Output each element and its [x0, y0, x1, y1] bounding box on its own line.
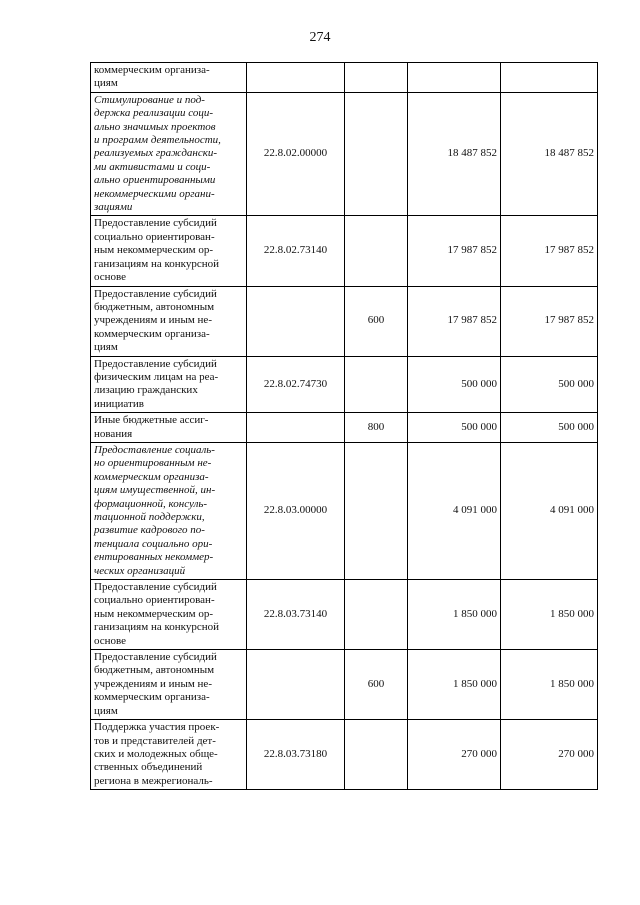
row-amount-2: 17 987 852: [501, 286, 598, 356]
row-expense-type: [345, 216, 408, 286]
table-row: [91, 413, 598, 443]
table-row: [91, 63, 598, 93]
table-row: [91, 650, 598, 720]
row-description: Предоставление субсидий социально ориентирован- ным некоммерческим ор- ганизациям на конкурсной основе: [91, 580, 247, 650]
row-amount-2: 1 850 000: [501, 580, 598, 650]
row-expense-type: [345, 92, 408, 216]
table-row: [91, 92, 598, 216]
row-amount-1: 17 987 852: [408, 216, 501, 286]
row-amount-1: 1 850 000: [408, 650, 501, 720]
row-code: 22.8.03.73140: [247, 580, 345, 650]
row-description: Предоставление субсидий социально ориентирован- ным некоммерческим ор- ганизациям на конкурсной основе: [91, 216, 247, 286]
row-amount-2: 18 487 852: [501, 92, 598, 216]
row-code: 22.8.02.00000: [247, 92, 345, 216]
table-row: [91, 286, 598, 356]
row-amount-2: 1 850 000: [501, 650, 598, 720]
row-description: коммерческим организа- циям: [91, 63, 247, 93]
budget-table-body: [91, 63, 598, 790]
row-amount-1: 18 487 852: [408, 92, 501, 216]
row-amount-2: 270 000: [501, 720, 598, 790]
row-description: Стимулирование и под- держка реализации соци- ально значимых проектов и программ деятельности, реализуемых граждански- ми активистами и соци- ально ориентированными некоммерческими органи- зациями: [91, 92, 247, 216]
row-amount-1: 500 000: [408, 413, 501, 443]
page-number: 274: [309, 30, 331, 45]
row-expense-type: 800: [345, 413, 408, 443]
row-expense-type: 600: [345, 286, 408, 356]
row-amount-1: 270 000: [408, 720, 501, 790]
row-amount-1: 500 000: [408, 356, 501, 413]
table-row: [91, 442, 598, 579]
row-code: 22.8.02.73140: [247, 216, 345, 286]
row-description: Поддержка участия проек- тов и представителей дет- ских и молодежных обще- ственных объединений региона в межрегиональ-: [91, 720, 247, 790]
row-code: [247, 286, 345, 356]
row-expense-type: [345, 442, 408, 579]
row-description: Предоставление субсидий бюджетным, автономным учреждениям и иным не- коммерческим организа- циям: [91, 650, 247, 720]
row-amount-2: 500 000: [501, 413, 598, 443]
row-amount-2: [501, 63, 598, 93]
row-amount-1: 4 091 000: [408, 442, 501, 579]
row-expense-type: [345, 720, 408, 790]
row-code: [247, 650, 345, 720]
budget-table: [90, 62, 598, 790]
row-code: [247, 413, 345, 443]
row-amount-2: 500 000: [501, 356, 598, 413]
row-amount-1: 17 987 852: [408, 286, 501, 356]
row-amount-2: 17 987 852: [501, 216, 598, 286]
row-expense-type: [345, 356, 408, 413]
row-amount-2: 4 091 000: [501, 442, 598, 579]
row-code: 22.8.02.74730: [247, 356, 345, 413]
table-row: [91, 356, 598, 413]
row-expense-type: [345, 63, 408, 93]
row-amount-1: 1 850 000: [408, 580, 501, 650]
row-description: Предоставление социаль- но ориентированным не- коммерческим организа- циям имущественной, ин- формационной, консуль- тационной поддержки, развитие кадрового по- тенциала социально ори- ентированных некоммер- ческих организаций: [91, 442, 247, 579]
row-code: 22.8.03.00000: [247, 442, 345, 579]
row-code: 22.8.03.73180: [247, 720, 345, 790]
row-amount-1: [408, 63, 501, 93]
row-description: Предоставление субсидий бюджетным, автономным учреждениям и иным не- коммерческим организа- циям: [91, 286, 247, 356]
row-expense-type: [345, 580, 408, 650]
row-description: Иные бюджетные ассиг- нования: [91, 413, 247, 443]
row-expense-type: 600: [345, 650, 408, 720]
row-code: [247, 63, 345, 93]
table-row: [91, 216, 598, 286]
table-row: [91, 720, 598, 790]
table-row: [91, 580, 598, 650]
row-description: Предоставление субсидий физическим лицам на реа- лизацию гражданских инициатив: [91, 356, 247, 413]
